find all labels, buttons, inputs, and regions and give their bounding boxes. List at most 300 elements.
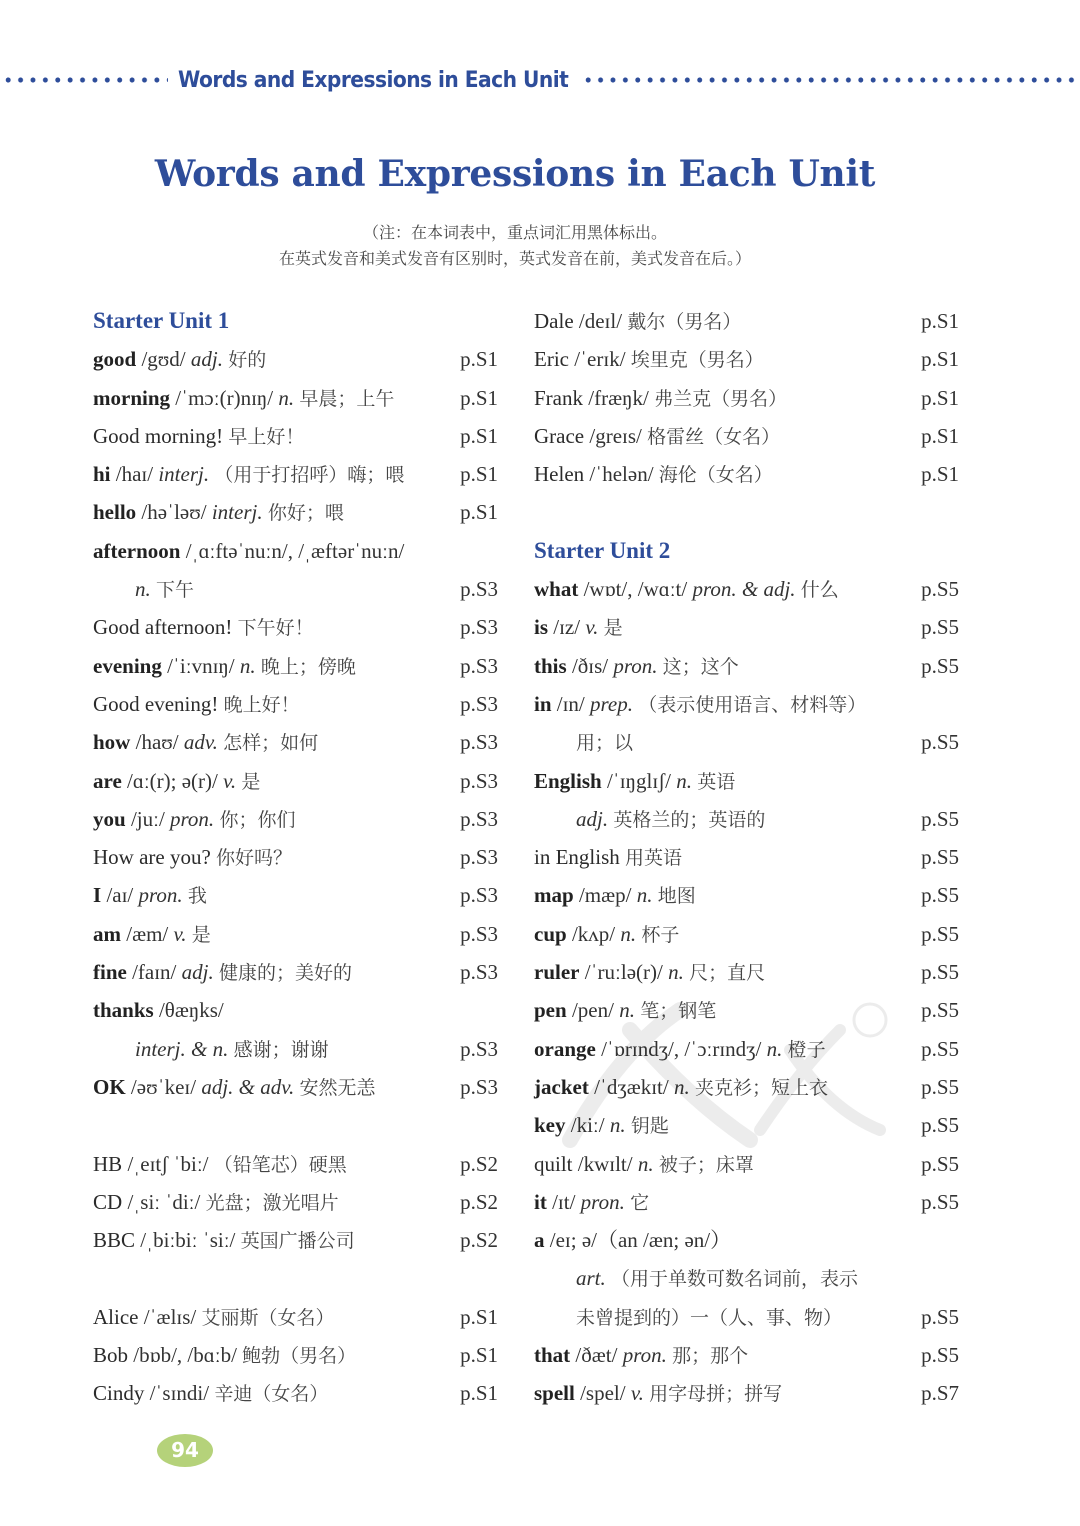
page-reference: p.S5	[921, 998, 959, 1023]
page-reference: p.S1	[460, 385, 498, 410]
page-reference: p.S5	[921, 960, 959, 985]
vocab-entry	[93, 838, 513, 876]
phonetic: /ˈɒrɪndʒ/, /ˈɔːrɪndʒ/	[601, 1036, 762, 1061]
vocab-entry	[93, 685, 513, 723]
headword: are	[93, 768, 122, 793]
entry-text	[534, 570, 839, 609]
phonetic: /ˈhelən/	[589, 462, 654, 487]
chinese-meaning: 用字母拼；拼写	[649, 1383, 783, 1406]
part-of-speech: art.	[576, 1266, 606, 1291]
entry-text	[93, 1221, 355, 1260]
headword: English	[534, 768, 602, 793]
chinese-meaning: 那；那个	[672, 1345, 749, 1368]
note	[0, 220, 1030, 272]
vocab-entry	[534, 838, 959, 876]
page-reference: p.S1	[460, 462, 498, 487]
chinese-meaning: 艾丽斯（女名）	[201, 1306, 335, 1329]
spacer	[534, 493, 954, 531]
headword: ruler	[534, 960, 580, 985]
entry-text	[93, 1145, 347, 1184]
chinese-meaning: 我	[187, 885, 207, 908]
phonetic: /kwɪlt/	[577, 1151, 633, 1176]
page-reference: p.S1	[460, 423, 498, 448]
vocab-entry	[534, 302, 959, 340]
chinese-meaning: 感谢；谢谢	[233, 1038, 329, 1061]
part-of-speech: n.	[637, 1151, 654, 1176]
page-reference: p.S3	[460, 691, 498, 716]
part-of-speech: pron.	[580, 1189, 625, 1214]
chinese-meaning: 海伦（女名）	[658, 464, 773, 487]
page-number-badge: 94	[157, 1434, 213, 1467]
vocab-entry	[93, 455, 513, 493]
chinese-meaning: 鲍勃（男名）	[242, 1345, 357, 1368]
part-of-speech: n.	[278, 385, 295, 410]
headword: thanks	[93, 998, 154, 1023]
vocab-entry	[93, 608, 513, 646]
part-of-speech: pron.	[613, 653, 658, 678]
phonetic: /ˈɪŋglɪʃ/	[606, 768, 672, 793]
page-reference: p.S3	[460, 845, 498, 870]
note-line-1: （注：在本词表中，重点词汇用黑体标出。	[362, 223, 667, 242]
vocab-entry	[534, 417, 959, 455]
page-reference: p.S2	[460, 1228, 498, 1253]
phonetic: /həˈləʊ/	[141, 500, 207, 525]
phonetic: /haʊ/	[135, 730, 179, 755]
headword: is	[534, 615, 549, 640]
entry-text	[93, 647, 356, 686]
entry-text	[93, 570, 194, 609]
part-of-speech: n.	[636, 883, 653, 908]
page-reference: p.S5	[921, 1113, 959, 1138]
vocab-entry	[93, 1183, 513, 1221]
vocab-entry	[93, 379, 513, 417]
phonetic: /mæp/	[578, 883, 632, 908]
phonetic: /faɪn/	[132, 960, 177, 985]
headword: Grace	[534, 423, 585, 448]
part-of-speech: prep.	[590, 691, 633, 716]
entry-text	[534, 1259, 858, 1298]
vocab-entry	[534, 953, 959, 991]
part-of-speech: adj.	[190, 347, 223, 372]
phonetic: /deɪl/	[578, 309, 623, 333]
chinese-meaning: （铅笔芯）硬黑	[213, 1153, 347, 1176]
entry-text	[534, 685, 866, 724]
headword: Alice	[93, 1304, 139, 1329]
entry-text	[93, 455, 404, 494]
vocab-entry	[534, 915, 959, 953]
chinese-meaning: 早晨；上午	[299, 387, 395, 410]
headword: in	[534, 691, 552, 716]
phonetic: /æm/	[126, 921, 169, 946]
part-of-speech: n.	[619, 998, 635, 1023]
headword: a	[534, 1228, 545, 1253]
entry-text	[534, 1374, 782, 1413]
headword: what	[534, 577, 579, 602]
part-of-speech: pron.	[622, 1343, 667, 1368]
vocab-entry	[93, 723, 513, 761]
headword: BBC	[93, 1228, 136, 1253]
entry-continuation	[93, 570, 513, 608]
part-of-speech: adj.	[181, 960, 214, 985]
phonetic: /aɪ/	[106, 883, 134, 908]
phonetic: /eɪ; ə/（an /æn; ən/）	[549, 1228, 732, 1253]
part-of-speech: pron.	[170, 806, 215, 831]
headword: Good evening!	[93, 691, 219, 716]
phonetic: /greɪs/	[589, 423, 642, 448]
vocab-entry	[534, 647, 959, 685]
chinese-meaning: 是	[603, 617, 623, 640]
headword: this	[534, 653, 567, 678]
vocab-entry	[534, 762, 954, 800]
chinese-meaning: 被子；床罩	[658, 1153, 754, 1176]
entry-text	[93, 379, 394, 418]
vocab-entry	[534, 991, 959, 1029]
headword: jacket	[534, 1074, 589, 1099]
headword: Good afternoon!	[93, 615, 233, 640]
phonetic: /juː/	[130, 806, 165, 831]
page-reference: p.S3	[460, 577, 498, 602]
page-reference: p.S7	[921, 1381, 959, 1406]
entry-text	[93, 915, 211, 954]
page-reference: p.S1	[460, 1381, 498, 1406]
chinese-meaning: 钥匙	[630, 1115, 669, 1138]
phonetic: /bɒb/, /bɑːb/	[133, 1343, 237, 1368]
unit-heading-text: Starter Unit 1	[93, 308, 230, 333]
page-reference: p.S5	[921, 845, 959, 870]
entry-text	[534, 455, 773, 494]
vocab-entry	[534, 608, 959, 646]
page-reference: p.S3	[460, 615, 498, 640]
left-column	[93, 302, 513, 1413]
entry-text	[93, 417, 304, 456]
vocab-entry	[93, 1145, 513, 1183]
chinese-meaning: （表示使用语言、材料等）	[638, 693, 867, 716]
vocab-entry	[534, 570, 959, 608]
page-reference: p.S3	[460, 730, 498, 755]
phonetic: /kiː/	[570, 1113, 605, 1138]
headword: pen	[534, 998, 567, 1023]
part-of-speech: v.	[585, 615, 599, 640]
headword: map	[534, 883, 574, 908]
entry-text	[93, 1374, 328, 1413]
headword: afternoon	[93, 538, 181, 563]
entry-text	[534, 647, 739, 686]
page-reference: p.S3	[460, 883, 498, 908]
vocab-entry	[534, 1221, 954, 1259]
page-reference: p.S3	[460, 1074, 498, 1099]
part-of-speech: interj. & n.	[135, 1036, 229, 1061]
entry-text	[534, 1336, 748, 1375]
running-head-title: Words and Expressions in Each Unit	[178, 67, 569, 93]
chinese-meaning: 怎样；如何	[223, 732, 319, 755]
headword: Dale	[534, 309, 574, 333]
dotted-rule-left	[0, 77, 168, 83]
phonetic: /ˈiːvnɪŋ/	[167, 653, 235, 678]
spacer	[93, 1259, 513, 1297]
headword: I	[93, 883, 102, 908]
phonetic: /ðæt/	[575, 1343, 618, 1368]
page-reference: p.S5	[921, 1151, 959, 1176]
phonetic: /ˌbiːbiː ˈsiː/	[140, 1228, 236, 1253]
chinese-meaning: 下午好！	[237, 617, 314, 640]
phonetic: /ˈsɪndi/	[149, 1381, 210, 1406]
chinese-meaning: 晚上好！	[223, 693, 300, 716]
headword: you	[93, 806, 126, 831]
part-of-speech: n.	[766, 1036, 783, 1061]
entry-text	[534, 723, 633, 762]
chinese-meaning: 健康的；美好的	[219, 962, 353, 985]
vocab-entry	[534, 1106, 959, 1144]
part-of-speech: n.	[668, 960, 684, 985]
chinese-meaning: 用；以	[576, 732, 634, 755]
page-title: Words and Expressions in Each Unit	[154, 153, 876, 195]
part-of-speech: v.	[173, 921, 187, 946]
part-of-speech: pron.	[138, 883, 183, 908]
phonetic: /θæŋks/	[158, 998, 224, 1023]
entry-text	[93, 953, 352, 992]
vocab-entry	[93, 800, 513, 838]
part-of-speech: adv.	[183, 730, 218, 755]
entry-text	[534, 340, 764, 379]
phonetic: /ðɪs/	[571, 653, 609, 678]
entry-text	[93, 493, 344, 532]
entry-text	[534, 1145, 754, 1184]
phonetic: /gʊd/	[141, 347, 186, 372]
entry-text	[93, 876, 207, 915]
headword: Helen	[534, 462, 585, 487]
page-reference: p.S2	[460, 1189, 498, 1214]
chinese-meaning: 夹克衫；短上衣	[694, 1076, 828, 1099]
vocab-entry	[534, 455, 959, 493]
phonetic: /ˌeɪtʃ ˈbiː/	[127, 1151, 209, 1176]
vocab-entry	[534, 1336, 959, 1374]
entry-text	[93, 1068, 376, 1107]
vocab-entry	[534, 1068, 959, 1106]
page-reference: p.S5	[921, 1189, 959, 1214]
chinese-meaning: 杯子	[641, 923, 680, 946]
page-reference: p.S1	[921, 462, 959, 487]
entry-text	[93, 340, 266, 379]
chinese-meaning: 你；你们	[219, 808, 296, 831]
page-reference: p.S1	[921, 347, 959, 372]
vocab-entry	[93, 991, 513, 1029]
entry-text	[534, 800, 765, 839]
chinese-meaning: 早上好！	[228, 425, 305, 448]
entry-continuation	[534, 1298, 959, 1336]
entry-text	[534, 608, 623, 647]
chinese-meaning: 英语	[697, 770, 736, 793]
entry-text	[93, 1030, 329, 1069]
page-reference: p.S3	[460, 960, 498, 985]
page-reference: p.S5	[921, 1074, 959, 1099]
vocab-entry	[534, 1183, 959, 1221]
chinese-meaning: 是	[191, 923, 211, 946]
headword: Bob	[93, 1343, 129, 1368]
vocab-entry	[93, 1336, 513, 1374]
vocab-entry	[93, 915, 513, 953]
chinese-meaning: 安然无恙	[299, 1076, 376, 1099]
phonetic: /ˈdʒækɪt/	[594, 1074, 669, 1099]
headword: spell	[534, 1381, 575, 1406]
vocab-entry	[534, 379, 959, 417]
vocab-entry	[93, 417, 513, 455]
phonetic: /kʌp/	[571, 921, 616, 946]
page-reference: p.S1	[921, 423, 959, 448]
headword: in English	[534, 845, 620, 870]
part-of-speech: pron. & adj.	[692, 577, 796, 602]
vocab-entry	[93, 340, 513, 378]
chinese-meaning: 未曾提到的）一（人、事、物）	[576, 1306, 843, 1329]
headword: Good morning!	[93, 423, 224, 448]
vocab-entry	[93, 953, 513, 991]
phonetic: /ɑː(r); ə(r)/	[127, 768, 218, 793]
entry-text	[93, 762, 260, 801]
page-reference: p.S5	[921, 806, 959, 831]
unit-heading	[93, 302, 513, 340]
part-of-speech: adj. & adv.	[201, 1074, 295, 1099]
chinese-meaning: 尺；直尺	[689, 962, 766, 985]
phonetic: /əʊˈkeɪ/	[130, 1074, 197, 1099]
vocab-entry	[93, 1298, 513, 1336]
headword: cup	[534, 921, 567, 946]
phonetic: /wɒt/, /wɑːt/	[583, 577, 688, 602]
page-reference: p.S3	[460, 653, 498, 678]
headword: Eric	[534, 347, 569, 372]
chinese-meaning: （用于打招呼）嗨；喂	[214, 464, 405, 487]
page-reference: p.S1	[921, 309, 959, 333]
page-reference: p.S5	[921, 883, 959, 908]
page-reference: p.S5	[921, 577, 959, 602]
headword: that	[534, 1343, 571, 1368]
entry-continuation	[93, 1030, 513, 1068]
phonetic: /fræŋk/	[588, 385, 649, 410]
headword: Frank	[534, 385, 583, 410]
right-column	[534, 302, 959, 1413]
part-of-speech: n.	[620, 921, 637, 946]
part-of-speech: interj.	[158, 462, 210, 487]
running-head	[0, 62, 1080, 98]
part-of-speech: adj.	[576, 806, 609, 831]
entry-text	[534, 991, 716, 1030]
chinese-meaning: 地图	[657, 885, 696, 908]
note-line-2: 在英式发音和美式发音有区别时，英式发音在前，美式发音在后。）	[278, 249, 751, 268]
chinese-meaning: 好的	[228, 349, 267, 372]
headword: HB	[93, 1151, 123, 1176]
chinese-meaning: 英国广播公司	[240, 1230, 355, 1253]
entry-text	[93, 608, 314, 647]
vocab-entry	[93, 647, 513, 685]
phonetic: /ˈmɔː(r)nɪŋ/	[175, 385, 274, 410]
phonetic: /spel/	[580, 1381, 626, 1406]
page-reference: p.S1	[460, 1304, 498, 1329]
chinese-meaning: 辛迪（女名）	[214, 1383, 329, 1406]
entry-text	[534, 379, 787, 418]
part-of-speech: n.	[676, 768, 693, 793]
chinese-meaning: 弗兰克（男名）	[654, 387, 788, 410]
vocab-entry	[93, 1068, 513, 1106]
page-reference: p.S3	[460, 806, 498, 831]
part-of-speech: v.	[630, 1381, 644, 1406]
page-reference: p.S5	[921, 1036, 959, 1061]
dotted-rule-right	[580, 77, 1080, 83]
part-of-speech: n.	[135, 577, 151, 602]
entry-text	[93, 1298, 335, 1337]
vocab-entry	[534, 1030, 959, 1068]
phonetic: /ˈerɪk/	[574, 347, 626, 372]
phonetic: /ˌɑːftəˈnuːn/, /ˌæftərˈnuːn/	[185, 538, 405, 563]
headword: orange	[534, 1036, 596, 1061]
page-reference: p.S1	[460, 1343, 498, 1368]
chinese-meaning: 这；这个	[662, 655, 739, 678]
page-reference: p.S5	[921, 653, 959, 678]
entry-text	[93, 838, 292, 877]
phonetic: /ˈruːlə(r)/	[584, 960, 663, 985]
chinese-meaning: 是	[241, 770, 261, 793]
chinese-meaning: 光盘；激光唱片	[205, 1191, 339, 1214]
entry-text	[93, 685, 300, 724]
entry-text	[534, 838, 682, 877]
chinese-meaning: 它	[630, 1191, 650, 1214]
headword: hi	[93, 462, 111, 487]
entry-continuation	[534, 1259, 954, 1297]
chinese-meaning: 戴尔（男名）	[627, 311, 742, 333]
chinese-meaning: 你好；喂	[267, 502, 344, 525]
entry-text	[93, 800, 295, 839]
chinese-meaning: 什么	[800, 579, 839, 602]
phonetic: /ˌsiː ˈdiː/	[127, 1189, 201, 1214]
page-reference: p.S5	[921, 730, 959, 755]
chinese-meaning: 格雷丝（女名）	[647, 425, 781, 448]
part-of-speech: v.	[223, 768, 237, 793]
headword: morning	[93, 385, 171, 410]
vocab-entry	[534, 1145, 959, 1183]
headword: it	[534, 1189, 547, 1214]
entry-text	[534, 762, 735, 801]
entry-text	[93, 532, 404, 570]
chinese-meaning: 晚上；傍晚	[260, 655, 356, 678]
entry-text	[534, 417, 780, 456]
entry-text	[93, 991, 224, 1029]
headword: key	[534, 1113, 566, 1138]
vocab-entry	[93, 1374, 513, 1412]
page-reference: p.S2	[460, 1151, 498, 1176]
entry-text	[534, 1183, 649, 1222]
vocab-entry	[534, 1374, 959, 1412]
phonetic: /ɪn/	[556, 691, 585, 716]
chinese-meaning: 用英语	[625, 847, 683, 870]
vocab-entry	[534, 340, 959, 378]
entry-text	[534, 1221, 731, 1259]
page-reference: p.S5	[921, 1343, 959, 1368]
vocab-entry	[93, 532, 513, 570]
phonetic: /ˈælɪs/	[143, 1304, 197, 1329]
vocab-entry	[93, 762, 513, 800]
part-of-speech: n.	[239, 653, 256, 678]
chinese-meaning: 笔；钢笔	[640, 1000, 717, 1023]
part-of-speech: n.	[673, 1074, 690, 1099]
headword: OK	[93, 1074, 126, 1099]
entry-text	[534, 953, 765, 992]
entry-text	[534, 1068, 828, 1107]
headword: CD	[93, 1189, 123, 1214]
entry-text	[93, 723, 318, 762]
entry-text	[93, 1336, 356, 1375]
spacer	[93, 1106, 513, 1144]
page-reference: p.S3	[460, 768, 498, 793]
headword: hello	[93, 500, 137, 525]
phonetic: /ɪz/	[553, 615, 581, 640]
headword: good	[93, 347, 137, 372]
